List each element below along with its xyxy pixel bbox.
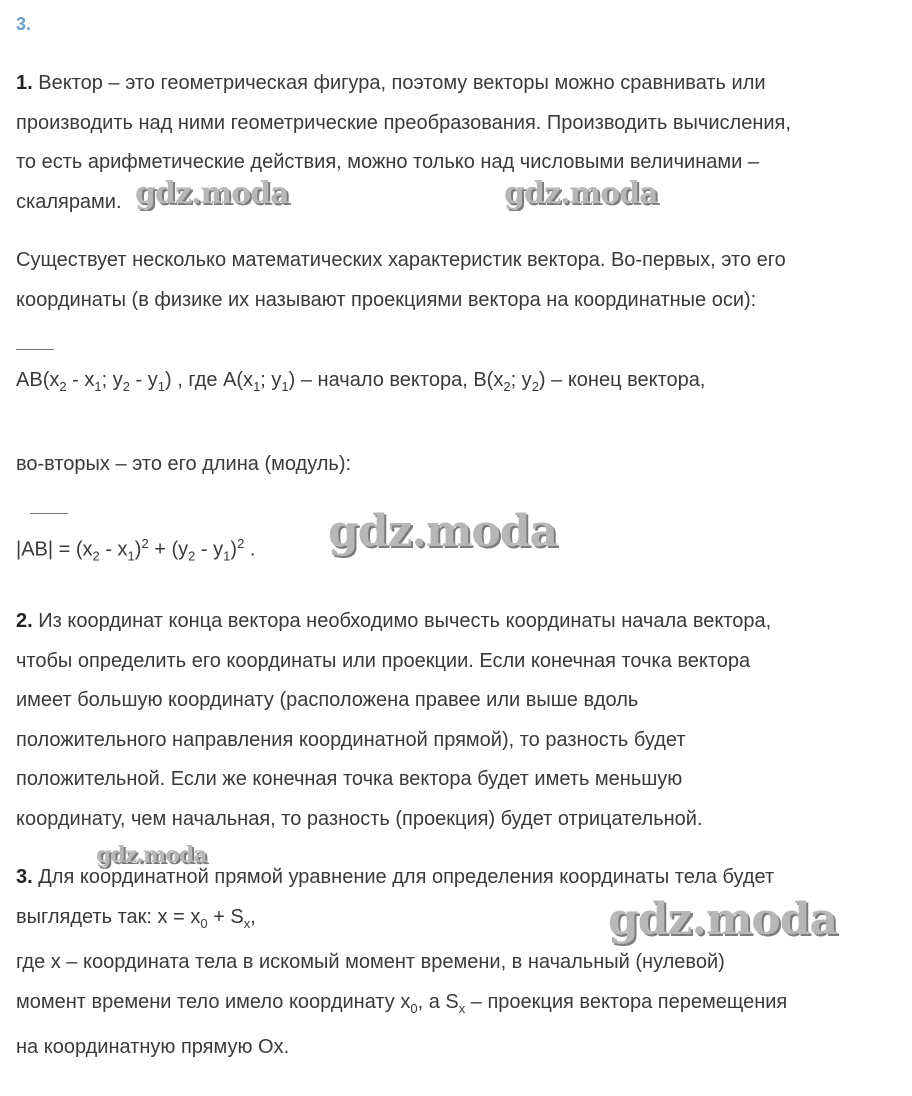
task-number: 3.: [16, 14, 32, 34]
watermark-logo: gdz.moda: [608, 894, 838, 945]
vector-overline: [16, 349, 54, 350]
formula-vector-coordinates: $AB(x_2 - x_1$; $y_2 - y_1$) , где $A(x_1$; $y_1$) – начало вектора, $B(x_2$; $y_2$) – конец вектора,: [16, 369, 706, 394]
watermark-logo: gdz.moda: [135, 176, 289, 211]
item-number: 3.: [16, 866, 33, 888]
paragraph-3: во-вторых – это его длина (модуль):: [16, 453, 352, 475]
paragraph-5: 3. Для координатной прямой уравнение для определения координаты тела будет выглядеть так: $x = x_0 + S_x$, где x – координата тела в искомый момент времени, в начальный (нулевой) момент времени тело имело координату $x_0$, а $S_x$ – проекция вектора перемещения на координатную прямую Ox.: [16, 866, 788, 1058]
vector-overline: [30, 513, 68, 514]
formula-vector-length: $|AB| = (x_2 - x_1)^2 + (y_2 - y_1)^2$ .: [16, 536, 256, 564]
watermark-logo: gdz.moda: [504, 176, 658, 211]
paragraph-4: 2. Из координат конца вектора необходимо вычесть координаты начала вектора, чтобы определить его координаты или проекции. Если конечная точка вектора имеет большую координату (расположена правее или выше вдоль положительного направления координатной прямой), то разность будет положительной. Если же конечная точка вектора будет иметь меньшую координату, чем начальная, то разность (проекция) будет отрицательной.: [16, 610, 772, 830]
watermark-logo: gdz.moda: [328, 506, 558, 557]
paragraph-2: Существует несколько математических характеристик вектора. Во-первых, это его координаты (в физике их называют проекциями вектора на координатные оси):: [16, 249, 786, 311]
item-number: 1.: [16, 72, 33, 94]
item-number: 2.: [16, 610, 33, 632]
paragraph-1: 1. Вектор – это геометрическая фигура, поэтому векторы можно сравнивать или производить над ними геометрические преобразования. Производить вычисления, то есть арифметические действия, можно только над числовыми величинами – скалярами.: [16, 72, 791, 213]
watermark-logo: gdz.moda: [96, 842, 207, 868]
